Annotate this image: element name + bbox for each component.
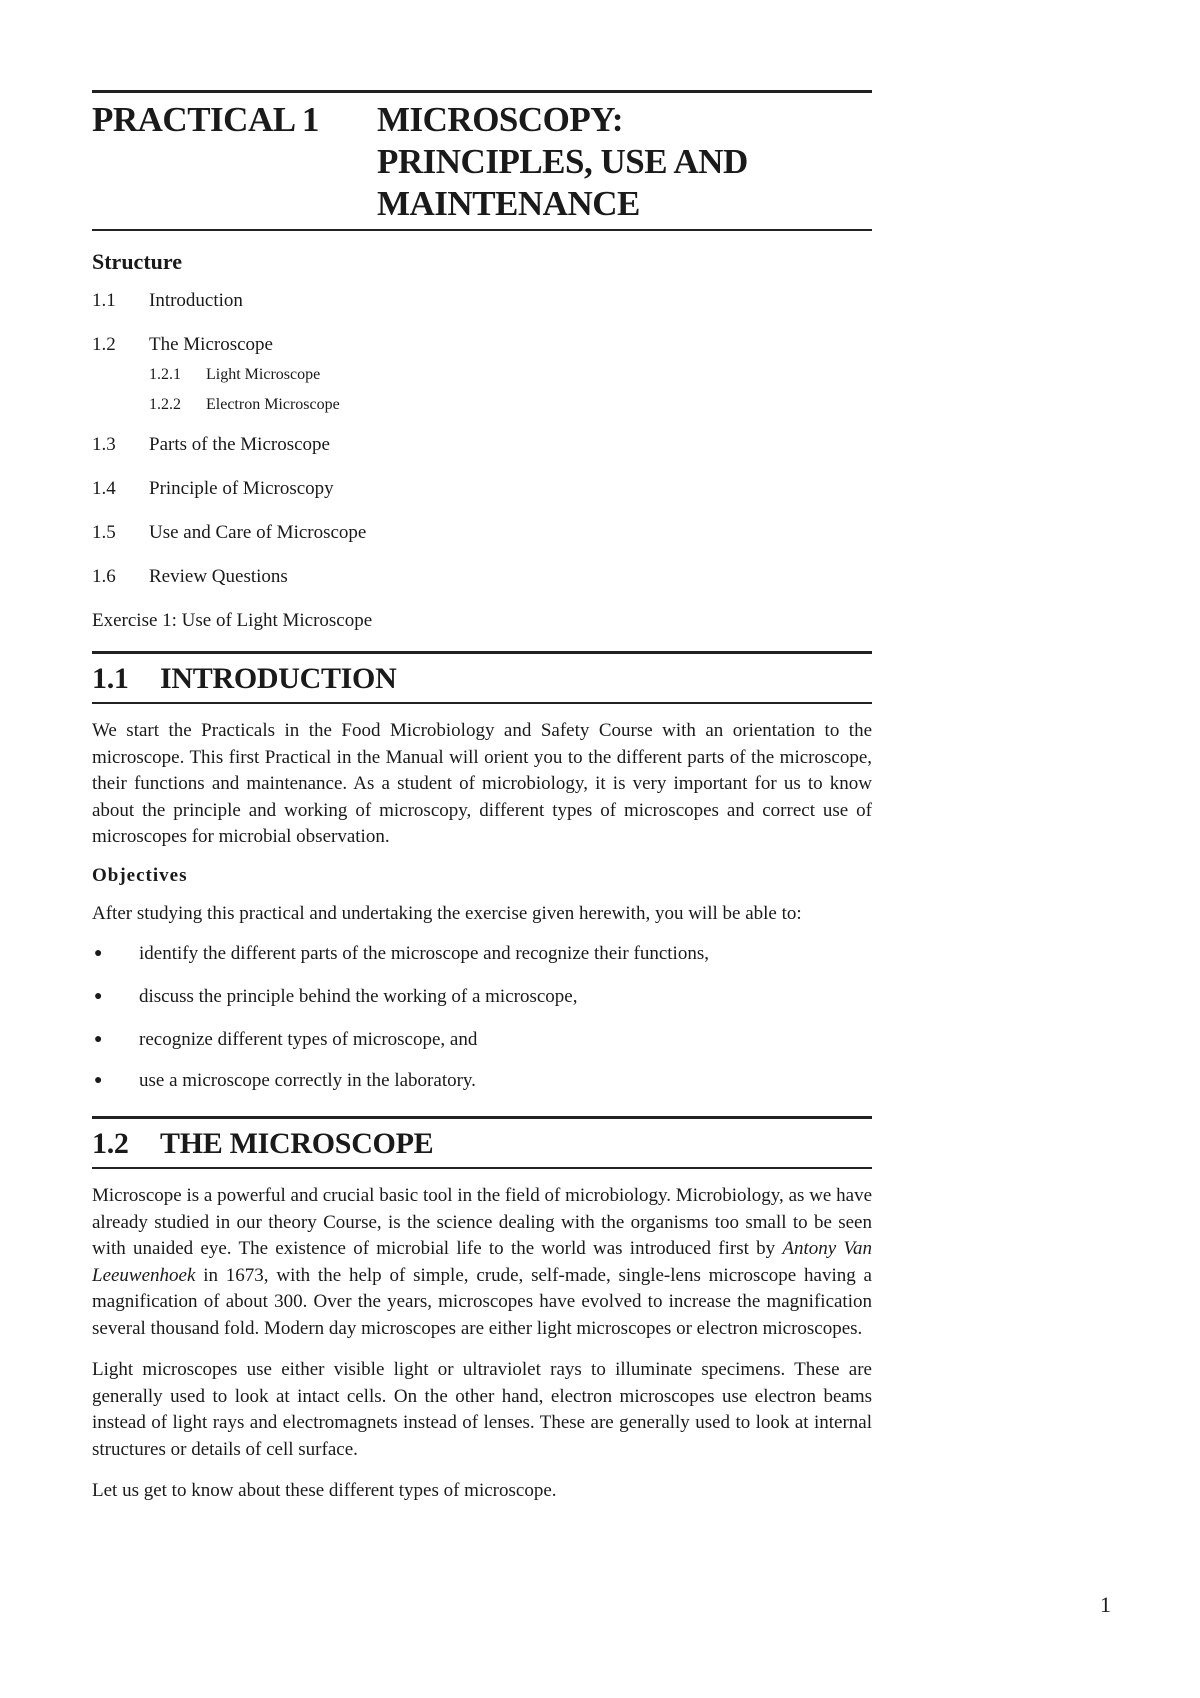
toc-number: 1.4	[92, 478, 116, 499]
toc-number: 1.3	[92, 434, 116, 455]
toc-item[interactable]	[92, 289, 872, 313]
practical-label: PRACTICAL 1	[92, 100, 319, 139]
paragraph-text: Microscope is a powerful and crucial basic tool in the field of microbiology. Microbiology, as we have already studied in our theory Course, is the science dealing with the organisms too small to be seen with unaided eye. The existence of microbial life to the world was introduced first by	[92, 1185, 872, 1259]
toc-item[interactable]	[92, 333, 872, 357]
toc-item[interactable]	[92, 477, 872, 501]
section-bottom-rule	[92, 702, 872, 704]
toc-number: 1.1	[92, 290, 116, 311]
microscope-paragraph-3: Let us get to know about these different types of microscope.	[92, 1480, 557, 1501]
title-line: PRINCIPLES, USE AND	[377, 142, 748, 181]
section-title: THE MICROSCOPE	[160, 1127, 434, 1160]
toc-item[interactable]	[92, 521, 872, 545]
objectives-intro: After studying this practical and undertaking the exercise given herewith, you will be able to:	[92, 902, 802, 924]
list-item	[92, 1068, 872, 1094]
list-item	[92, 984, 872, 1010]
toc-subitem[interactable]	[149, 365, 872, 385]
intro-paragraph: We start the Practicals in the Food Microbiology and Safety Course with an orientation to the microscope. This first Practical in the Manual will orient you to the different parts of the microscope, their functions and maintenance. As a student of microbiology, it is very important for us to know about the principle and working of microscopy, different types of microscopes and correct use of microscopes for microbial observation.	[92, 720, 872, 847]
bullet-icon: ●	[94, 1073, 103, 1088]
toc-subitem[interactable]	[149, 395, 872, 415]
bullet-icon: ●	[94, 946, 103, 961]
section-title: INTRODUCTION	[160, 662, 397, 695]
objectives-list	[92, 941, 872, 1094]
toc-exercise[interactable]: Exercise 1: Use of Light Microscope	[92, 610, 373, 631]
list-item-text: recognize different types of microscope, and	[139, 1029, 478, 1050]
toc-item[interactable]	[92, 433, 872, 457]
microscope-paragraph-2: Light microscopes use either visible light or ultraviolet rays to illuminate specimens. These are generally used to look at intact cells. On the other hand, electron microscopes use electron beams instead of light rays and electromagnets instead of lenses. These are generally used to look at internal structures or details of cell surface.	[92, 1359, 872, 1460]
paragraph-text: in 1673, with the help of simple, crude, self-made, single-lens microscope having a magnification of about 300. Over the years, microscopes have evolved to increase the magnification several thousand fold. Modern day microscopes are either light microscopes or electron microscopes.	[92, 1264, 872, 1339]
toc-label: Principle of Microscopy	[149, 478, 334, 499]
toc-label: Review Questions	[149, 566, 288, 587]
toc-item[interactable]	[92, 565, 872, 589]
practical-title	[377, 99, 748, 225]
bullet-icon: ●	[94, 1032, 103, 1047]
list-item	[92, 1027, 872, 1053]
toc-label: Light Microscope	[206, 366, 321, 383]
structure-list	[92, 289, 872, 633]
bullet-icon: ●	[94, 989, 103, 1004]
list-item-text: identify the different parts of the microscope and recognize their functions,	[139, 943, 709, 964]
page-number: 1	[1100, 1592, 1111, 1617]
toc-number: 1.5	[92, 522, 116, 543]
list-item-text: discuss the principle behind the working of a microscope,	[139, 986, 578, 1007]
section-heading	[92, 654, 872, 702]
toc-label: The Microscope	[149, 334, 273, 355]
section-bottom-rule	[92, 1167, 872, 1169]
toc-label: Use and Care of Microscope	[149, 522, 367, 543]
toc-number: 1.2	[92, 334, 116, 355]
toc-number: 1.2.2	[149, 396, 181, 413]
title-block	[92, 93, 872, 229]
title-bottom-rule	[92, 229, 872, 231]
objectives-heading: Objectives	[92, 864, 188, 886]
document-page	[92, 90, 872, 1505]
title-line: MICROSCOPY:	[377, 100, 623, 139]
toc-label: Electron Microscope	[206, 396, 340, 413]
list-item	[92, 941, 872, 967]
title-line: MAINTENANCE	[377, 184, 640, 223]
toc-label: Parts of the Microscope	[149, 434, 330, 455]
list-item-text: use a microscope correctly in the laboratory.	[139, 1070, 476, 1091]
section-number: 1.2	[92, 1127, 129, 1160]
toc-number: 1.2.1	[149, 366, 181, 383]
structure-heading: Structure	[92, 249, 183, 274]
scientist-name: Antony Van Leeuwenhoek	[92, 1238, 872, 1286]
section-heading	[92, 1119, 872, 1167]
microscope-paragraph-1	[92, 1183, 872, 1342]
toc-number: 1.6	[92, 566, 116, 587]
toc-label: Introduction	[149, 290, 243, 311]
section-number: 1.1	[92, 662, 129, 695]
